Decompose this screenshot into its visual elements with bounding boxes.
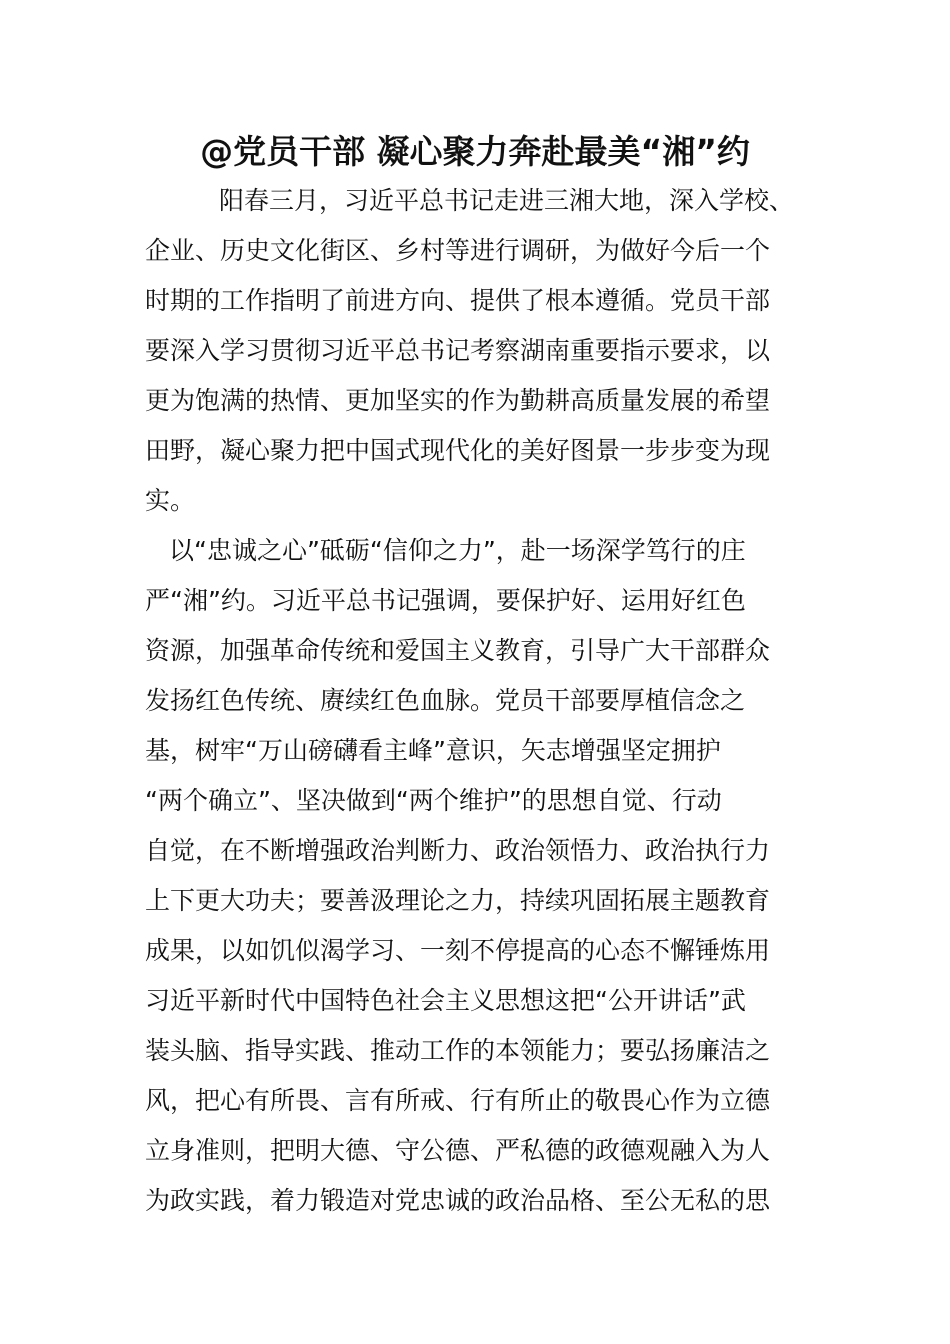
- paragraph-line: 基，树牢“万山磅礴看主峰”意识，矢志增强坚定拥护: [145, 736, 721, 765]
- paragraph-line: 严“湘”约。习近平总书记强调，要保护好、运用好红色: [145, 586, 746, 615]
- paragraph-line: 装头脑、指导实践、推动工作的本领能力；要弘扬廉洁之: [145, 1036, 771, 1065]
- paragraph-line: 田野，凝心聚力把中国式现代化的美好图景一步步变为现: [145, 436, 771, 465]
- document-title: @党员干部 凝心聚力奔赴最美“湘”约: [200, 132, 750, 171]
- paragraph-line: 为政实践，着力锻造对党忠诚的政治品格、至公无私的思: [145, 1186, 771, 1215]
- paragraph-line: 更为饱满的热情、更加坚实的作为勤耕高质量发展的希望: [145, 386, 771, 415]
- paragraph-line: 成果，以如饥似渴学习、一刻不停提高的心态不懈锤炼用: [145, 936, 771, 965]
- paragraph-line: 要深入学习贯彻习近平总书记考察湖南重要指示要求，以: [145, 336, 771, 365]
- paragraph-line: 实。: [145, 486, 196, 515]
- paragraph-line: 自觉，在不断增强政治判断力、政治领悟力、政治执行力: [145, 836, 771, 865]
- paragraph-line: 阳春三月，习近平总书记走进三湘大地，深入学校、: [219, 186, 795, 215]
- paragraph-line: 企业、历史文化街区、乡村等进行调研，为做好今后一个: [145, 236, 771, 265]
- paragraph-line: 立身准则，把明大德、守公德、严私德的政德观融入为人: [145, 1136, 771, 1165]
- paragraph-line: 上下更大功夫；要善汲理论之力，持续巩固拓展主题教育: [145, 886, 771, 915]
- paragraph-line: “两个确立”、坚决做到“两个维护”的思想自觉、行动: [145, 786, 722, 815]
- paragraph-line: 发扬红色传统、赓续红色血脉。党员干部要厚植信念之: [145, 686, 746, 715]
- paragraph-line: 习近平新时代中国特色社会主义思想这把“公开讲话”武: [145, 986, 746, 1015]
- document-body: [145, 176, 810, 1226]
- paragraph-line: 资源，加强革命传统和爱国主义教育，引导广大干部群众: [145, 636, 771, 665]
- paragraph-line: 以“忠诚之心”砥砺“信仰之力”，赴一场深学笃行的庄: [169, 536, 746, 565]
- paragraph-line: 风，把心有所畏、言有所戒、行有所止的敬畏心作为立德: [145, 1086, 771, 1115]
- paragraph-line: 时期的工作指明了前进方向、提供了根本遵循。党员干部: [145, 286, 771, 315]
